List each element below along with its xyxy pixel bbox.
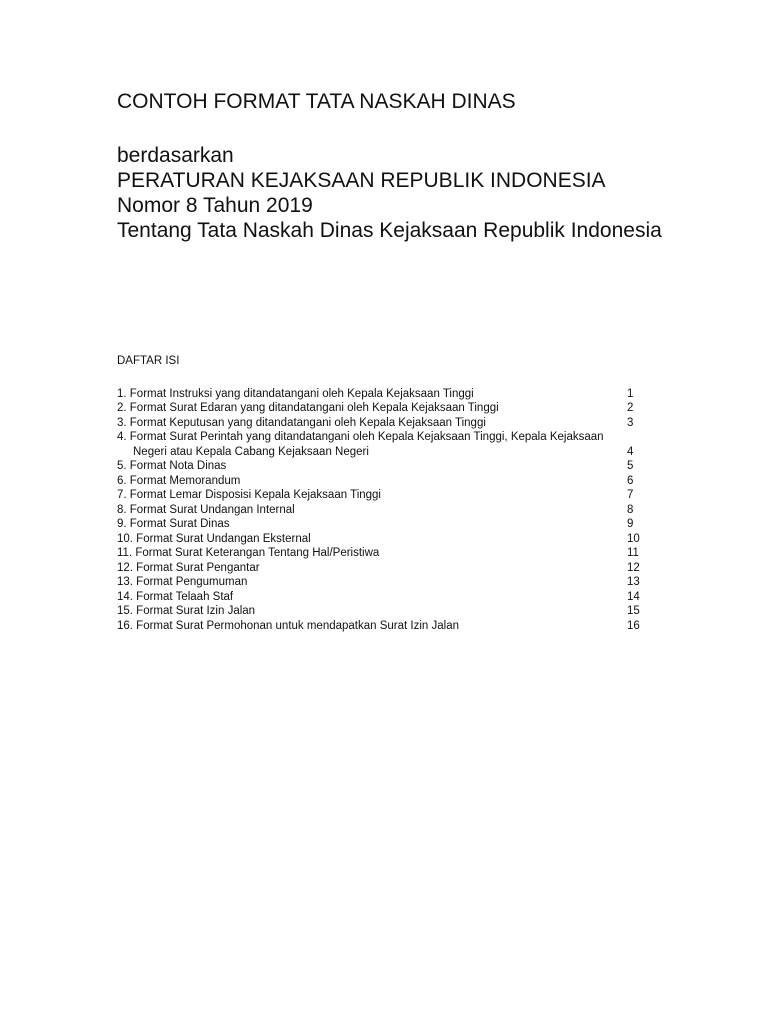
toc-entry-title: 12. Format Surat Pengantar xyxy=(117,561,260,574)
toc-entry-page-number: 1 xyxy=(627,387,634,400)
toc-entry-page-number: 4 xyxy=(627,445,634,458)
toc-entry-title: 11. Format Surat Keterangan Tentang Hal/Peristiwa xyxy=(117,547,380,559)
toc-heading: DAFTAR ISI xyxy=(117,355,180,367)
toc-entry xyxy=(117,619,647,634)
toc-entry xyxy=(117,604,647,619)
toc-entry-title: 4. Format Surat Perintah yang ditandatangani oleh Kepala Kejaksaan Tinggi, Kepala Kejaksaan Negeri atau Kepala Cabang Kejaksaan Negeri xyxy=(117,431,604,458)
toc-entry-title: 15. Format Surat Izin Jalan xyxy=(117,605,256,617)
toc-entry-title: 7. Format Lemar Disposisi Kepala Kejaksaan Tinggi xyxy=(117,489,381,501)
toc-entry xyxy=(117,416,647,431)
toc-entry xyxy=(117,401,647,416)
toc-entry-page-number: 14 xyxy=(627,590,640,603)
intro-line-regulation: PERATURAN KEJAKSAAN REPUBLIK INDONESIA xyxy=(117,169,606,192)
table-of-contents xyxy=(117,354,647,633)
toc-entry-title: 14. Format Telaah Staf xyxy=(117,590,234,603)
toc-entry-page-number: 9 xyxy=(627,518,634,530)
toc-entry-title: 16. Format Surat Permohonan untuk mendapatkan Surat Izin Jalan xyxy=(117,619,460,632)
toc-entry-page-number: 13 xyxy=(627,576,640,588)
toc-entry xyxy=(117,546,647,561)
toc-entry-page-number: 11 xyxy=(627,547,639,559)
toc-entry-page-number: 15 xyxy=(627,605,640,617)
toc-entry-title: 8. Format Surat Undangan Internal xyxy=(117,503,295,516)
toc-entry-title: 1. Format Instruksi yang ditandatangani oleh Kepala Kejaksaan Tinggi xyxy=(117,387,474,400)
regulation-reference xyxy=(117,143,677,243)
toc-entry xyxy=(117,590,647,605)
toc-entry xyxy=(117,459,647,474)
toc-entry-page-number: 16 xyxy=(627,619,640,632)
toc-entry-page-number: 2 xyxy=(627,402,634,414)
toc-entry-title: 6. Format Memorandum xyxy=(117,474,241,487)
toc-entry-title: 9. Format Surat Dinas xyxy=(117,518,230,530)
toc-entry xyxy=(117,575,647,590)
toc-entry xyxy=(117,430,647,459)
toc-entry xyxy=(117,517,647,532)
toc-entry-page-number: 7 xyxy=(627,489,634,501)
toc-entry-page-number: 10 xyxy=(627,532,640,545)
toc-entry xyxy=(117,532,647,547)
toc-entry-title: 3. Format Keputusan yang ditandatangani oleh Kepala Kejaksaan Tinggi xyxy=(117,416,486,429)
intro-line-basis: berdasarkan xyxy=(117,144,234,167)
intro-line-subject: Tentang Tata Naskah Dinas Kejaksaan Republik Indonesia xyxy=(117,219,662,242)
toc-entry-page-number: 12 xyxy=(627,561,640,574)
toc-entry-page-number: 8 xyxy=(627,503,634,516)
toc-entry-page-number: 3 xyxy=(627,416,634,429)
toc-list xyxy=(117,387,647,634)
toc-entry xyxy=(117,561,647,576)
document-title: CONTOH FORMAT TATA NASKAH DINAS xyxy=(117,90,516,113)
toc-entry xyxy=(117,503,647,518)
intro-line-number: Nomor 8 Tahun 2019 xyxy=(117,194,313,217)
toc-entry-title: 13. Format Pengumuman xyxy=(117,576,248,588)
toc-entry xyxy=(117,474,647,489)
toc-entry-title: 10. Format Surat Undangan Eksternal xyxy=(117,532,311,545)
toc-entry-title: 5. Format Nota Dinas xyxy=(117,460,227,472)
toc-entry xyxy=(117,488,647,503)
toc-entry-page-number: 6 xyxy=(627,474,634,487)
toc-entry xyxy=(117,387,647,402)
toc-entry-page-number: 5 xyxy=(627,460,634,472)
toc-entry-title: 2. Format Surat Edaran yang ditandatangani oleh Kepala Kejaksaan Tinggi xyxy=(117,402,499,414)
